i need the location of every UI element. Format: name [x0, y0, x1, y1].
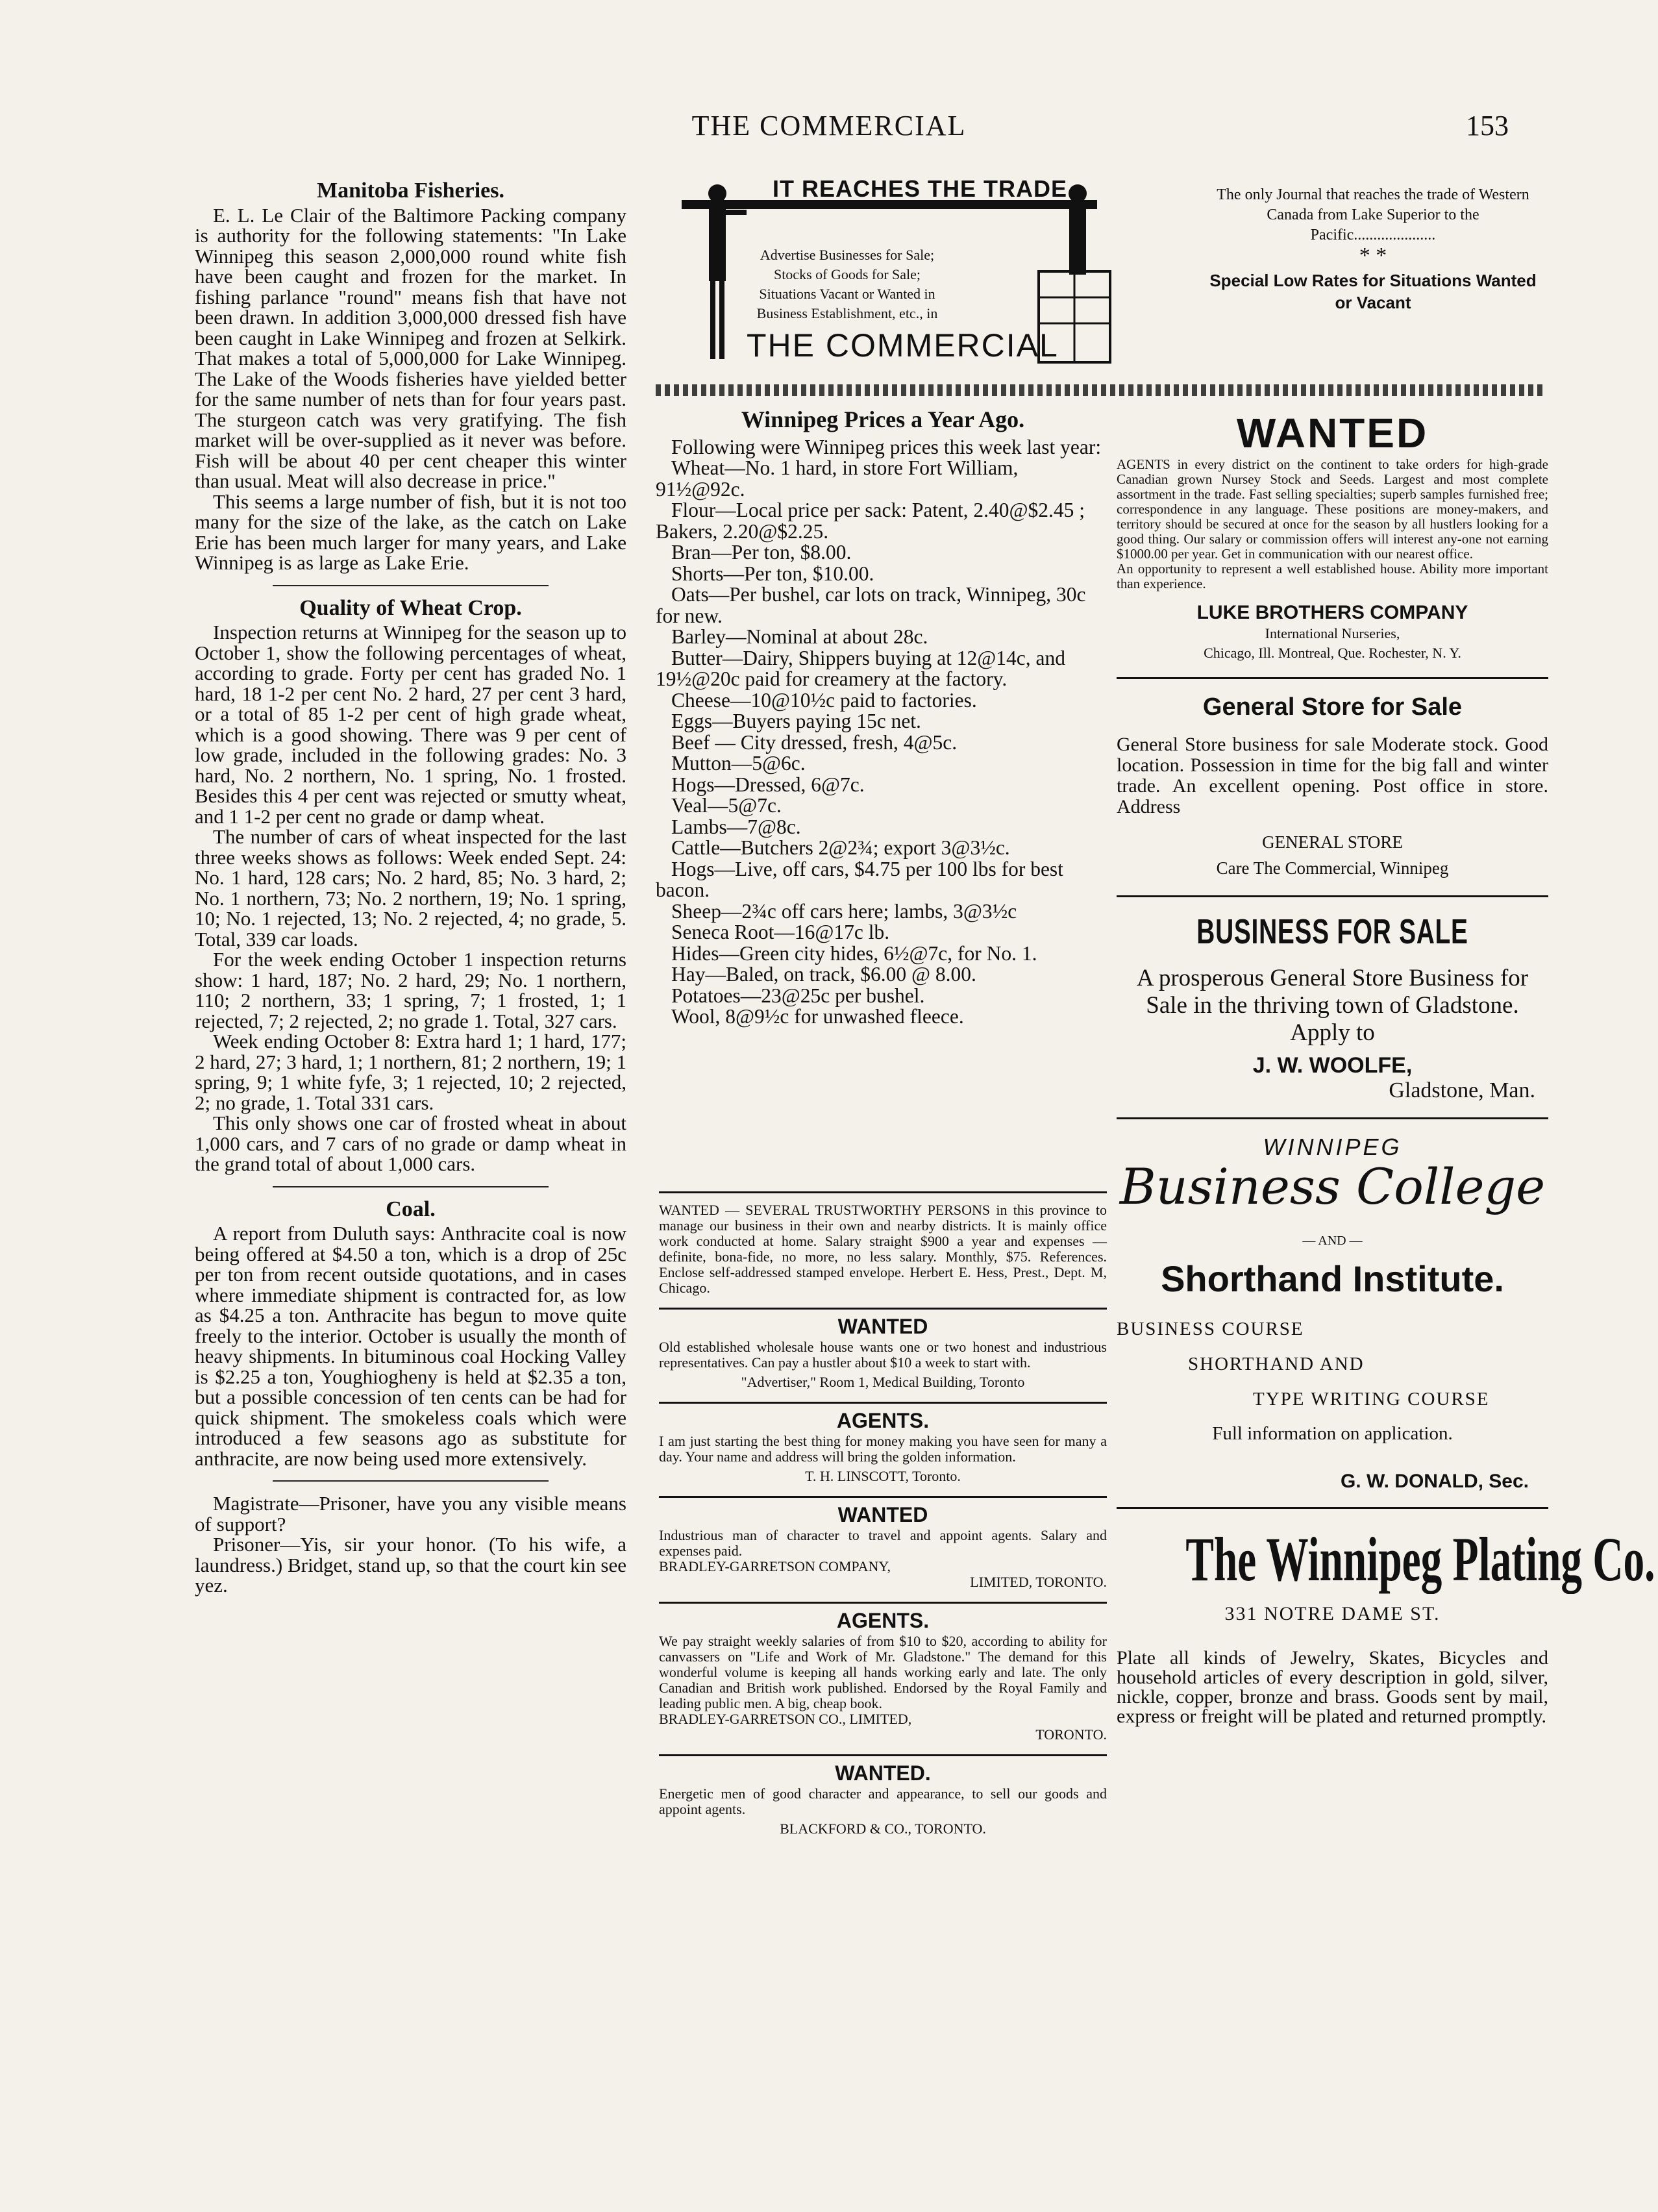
course-2: SHORTHAND AND [1188, 1354, 1365, 1374]
general-store-signature: GENERAL STORE [1262, 832, 1403, 852]
price-line: Wheat—No. 1 hard, in store Fort William, 91½@92c. [656, 456, 1019, 501]
ad-signature: "Advertiser," Room 1, Medical Building, Toronto [741, 1374, 1025, 1390]
donald-signature: G. W. DONALD, Sec. [1340, 1471, 1529, 1492]
agents-ad-body-2: An opportunity to represent a well established house. Ability more important than experience. [1117, 561, 1548, 591]
price-line: Bran—Per ton, $8.00. [671, 541, 852, 564]
general-store-address: Care The Commercial, Winnipeg [1216, 858, 1449, 878]
promo-side-text [1204, 185, 1542, 314]
fisheries-paragraph: This seems a large number of fish, but it is not too many for the size of the lake, as the catch on Lake Erie has been much larger for many years, and Lake Winnipeg is as large as Lake Erie. [195, 490, 626, 574]
ad-trustworthy [659, 1191, 1107, 1296]
price-line: Hay—Baled, on track, $6.00 @ 8.00. [671, 963, 976, 986]
ad-body: I am just starting the best thing for money making you have seen for many a day. Your name and address will bring the golden information. [659, 1433, 1107, 1465]
coal-title: Coal. [386, 1197, 436, 1221]
page-header-title: THE COMMERCIAL [691, 110, 967, 142]
price-line: Beef — City dressed, fresh, 4@5c. [671, 730, 958, 754]
promo-description: Advertise Businesses for Sale; Stocks of Goods for Sale; Situations Vacant or Wanted in Business Establishment, etc., in [756, 247, 938, 321]
ad-title: WANTED [837, 1503, 928, 1526]
woolfe-name: J. W. WOOLFE, [1252, 1053, 1413, 1078]
agents-ad-body: AGENTS in every district on the continent to take orders for high-grade Canadian grown Nursey Stock and Seeds. Largest and most complete assortment in the trade. Fast selling specialties; superb samples furnished free; correspondence in any language. These positions are money-makers, and territory should be secured at once for the season by all hustlers looking for a good thing. Our salary or commission offers will interest any-one not earning $1000.00 per year. Get in communication with our nearest office. [1117, 456, 1548, 562]
fisheries-title: Manitoba Fisheries. [317, 179, 504, 203]
wanted-headline: WANTED [1236, 410, 1429, 456]
joke-paragraph: Prisoner—Yis, sir your honor. (To his wife, a laundress.) Bridget, stand up, so that the court kin see yez. [195, 1533, 626, 1597]
price-line: Seneca Root—16@17c lb. [671, 921, 890, 943]
divider [273, 1186, 549, 1187]
divider [273, 1480, 549, 1482]
prices-column [656, 406, 1110, 1028]
price-line: Shorts—Per ton, $10.00. [671, 562, 874, 585]
ad-signature: BRADLEY-GARRETSON COMPANY, [659, 1558, 891, 1574]
general-store-title: General Store for Sale [1202, 693, 1463, 721]
luke-brothers-name: LUKE BROTHERS COMPANY [1196, 602, 1468, 623]
ad-signature: BLACKFORD & CO., TORONTO. [780, 1821, 986, 1837]
price-line: Veal—5@7c. [671, 794, 782, 817]
left-column [195, 175, 626, 1596]
ad-body: We pay straight weekly salaries of from $10 to $20, according to ability for canvassers on "Life and Work of Mr. Gladstone." The demand for this wonderful volume is keeping all hands working early and late. The only Canadian and British work published. Endorsed by the Royal Family and leading public men. A big, cheap book. [659, 1633, 1107, 1711]
wheat-paragraph: Inspection returns at Winnipeg for the season up to October 1, show the following percentages of wheat, according to grade. Forty per cent has graded No. 1 hard, 18 1-2 per cent No. 2 hard, 27 per cent 3 hard, or a total of 85 1-2 per cent of high grade wheat, which is a good showing. There was 9 per cent of low grade, included in the following grades: No. 3 hard, No. 2 northern, No. 1 spring, No. 1 frosted. Besides this 4 per cent was rejected or smutty wheat, and 1 1-2 per cent no grade or damp wheat. [195, 621, 626, 828]
right-column [1117, 409, 1655, 1727]
promo-reach-text: The only Journal that reaches the trade of Western Canada from Lake Superior to the Pacific..................... [1217, 186, 1529, 243]
college-logo-script: Business College [1119, 1158, 1546, 1215]
ad-body: Energetic men of good character and appearance, to sell our goods and appoint agents. [659, 1785, 1107, 1817]
price-line: Potatoes—23@25c per bushel. [671, 984, 925, 1007]
middle-ads [659, 1191, 1107, 1848]
price-line: Cattle—Butchers 2@2¾; export 3@3½c. [671, 836, 1010, 859]
ad-signature: T. H. LINSCOTT, Toronto. [805, 1468, 961, 1484]
divider [1117, 677, 1548, 679]
ad-body: Industrious man of character to travel and appoint agents. Salary and expenses paid. [659, 1527, 1107, 1559]
business-for-sale-body: A prosperous General Store Business for Sale in the thriving town of Gladstone. Apply to [1136, 965, 1529, 1046]
price-line: Barley—Nominal at about 28c. [671, 625, 928, 648]
wheat-title: Quality of Wheat Crop. [299, 595, 522, 620]
ad-signature: LIMITED, TORONTO. [970, 1574, 1107, 1590]
price-line: Wool, 8@9½c for unwashed fleece. [671, 1005, 964, 1028]
plating-body: Plate all kinds of Jewelry, Skates, Bicycles and household articles of every description in gold, silver, nickle, copper, bronze and brass. Goods sent by mail, express or freight will be plated and returned promptly. [1117, 1647, 1548, 1727]
woolfe-location: Gladstone, Man. [1389, 1078, 1535, 1102]
promo-banner-text: IT REACHES THE TRADE [773, 175, 1068, 202]
ad-agents-2 [659, 1602, 1107, 1743]
ad-body: Old established wholesale house wants one or two honest and industrious representatives. Can pay a hustler about $10 a week to start with. [659, 1339, 1107, 1371]
winnipeg-business-college-logo [1117, 1134, 1548, 1224]
ad-title: WANTED. [835, 1761, 931, 1785]
wheat-paragraph: Week ending October 8: Extra hard 1; 1 hard, 177; 2 hard, 27; 3 hard, 1; 1 northern, 81; 2 northern, 19; 1 spring, 9; 1 white fyfe, 3; 1 rejected, 10; 2 rejected, 2; no grade, 1. Total 331 cars. [195, 1030, 626, 1114]
luke-sub: International Nurseries, [1265, 625, 1400, 641]
plating-title: The Winnipeg Plating Co. [1185, 1524, 1655, 1594]
shorthand-institute: Shorthand Institute. [1161, 1258, 1504, 1299]
ad-wanted-1 [659, 1308, 1107, 1390]
fisheries-paragraph: E. L. Le Clair of the Baltimore Packing company is authority for the following statements: "In Lake Winnipeg this season 2,000,000 round white fish have been caught and frozen for the market. In fishing parlance "round" means fish that have not been drawn. In addition 3,000,000 dressed fish have been caught in Lake Winnipeg and frozen at Selkirk. That makes a total of 5,000,000 for Lake Winnipeg. The Lake of the Woods fisheries have yielded better for the same number of nets than for four years past. The sturgeon catch was very gratifying. The fish market will be over-supplied as it never was before. Fish will be about 40 per cent cheaper this winter than usual. Meat will also decrease in price." [195, 203, 626, 492]
commercial-promo-banner [656, 174, 1123, 388]
course-1: BUSINESS COURSE [1117, 1319, 1304, 1339]
ad-title: AGENTS. [836, 1609, 930, 1632]
course-3: TYPE WRITING COURSE [1253, 1389, 1490, 1410]
divider [1117, 895, 1548, 897]
price-line: Flour—Local price per sack: Patent, 2.40@$2.45 ; Bakers, 2.20@$2.25. [656, 499, 1085, 543]
wheat-paragraph: The number of cars of wheat inspected for the last three weeks shows as follows: Week ended Sept. 24: No. 1 hard, 128 cars; No. 2 hard, 85; No. 3 hard, 2; No. 1 northern, 73; No. 2 northern, 19; No. 1 spring, 10; No. 1 rejected, 13; No. 2 rejected, 4; no grade, 5. Total, 339 car loads. [195, 825, 626, 951]
promo-paper-name: THE COMMERCIAL [747, 327, 1059, 364]
ad-signature: BRADLEY-GARRETSON CO., LIMITED, [659, 1711, 912, 1727]
price-line: Following were Winnipeg prices this week last year: [671, 435, 1102, 458]
price-line: Butter—Dairy, Shippers buying at 12@14c, and 19½@20c paid for creamery at the factory. [656, 646, 1065, 690]
college-logo-top: WINNIPEG [1263, 1134, 1402, 1160]
ad-agents-1 [659, 1402, 1107, 1484]
price-line: Sheep—2¾c off cars here; lambs, 3@3½c [671, 899, 1017, 923]
coal-paragraph: A report from Duluth says: Anthracite coal is now being offered at $4.50 a ton, which is a drop of 25c per ton from recent outside quotations, and in cases where immediate shipment is contracted for, as low as $4.25 a ton. Anthracite has begun to move quite freely to the interior. October is usually the month of heavy shipments. In bituminous coal Hocking Valley is $2.25 a ton, Youghiogheny is held at $2.35 a ton, but a possible concession of ten cents can be had for quick shipment. The smokeless coals which were introduced a few seasons ago as substitute for anthracite, are now being used more extensively. [195, 1222, 626, 1470]
wheat-paragraph: This only shows one car of frosted wheat in about 1,000 cars, and 7 cars of no grade or damp wheat in the grand total of about 1,000 cars. [195, 1112, 626, 1175]
ad-wanted-3 [659, 1754, 1107, 1837]
luke-locations: Chicago, Ill. Montreal, Que. Rochester, N. Y. [1204, 645, 1461, 661]
ad-body: WANTED — SEVERAL TRUSTWORTHY PERSONS in this province to manage our business in their own and nearby districts. It is mainly office work conducted at home. Salary straight $900 a year and expenses — definite, bona-fide, no more, no less salary. Monthly, $75. References. Enclose self-addressed stamped envelope. Herbert E. Hess, Prest., Dept. M, Chicago. [659, 1202, 1107, 1296]
divider [1117, 1117, 1548, 1119]
business-for-sale-title: BUSINESS FOR SALE [1196, 912, 1468, 951]
ad-signature: TORONTO. [1035, 1726, 1107, 1743]
divider [1117, 1507, 1548, 1509]
price-line: Oats—Per bushel, car lots on track, Winnipeg, 30c for new. [656, 583, 1086, 627]
ad-wanted-2 [659, 1496, 1107, 1590]
joke-paragraph: Magistrate—Prisoner, have you any visible means of support? [195, 1492, 626, 1535]
price-line: Cheese—10@10½c paid to factories. [671, 688, 977, 712]
price-line: Hides—Green city hides, 6½@7c, for No. 1. [671, 941, 1037, 965]
price-list [656, 437, 1110, 1028]
price-line: Mutton—5@6c. [671, 752, 806, 775]
price-line: Lambs—7@8c. [671, 815, 801, 838]
divider [273, 585, 549, 586]
price-line: Hogs—Dressed, 6@7c. [671, 773, 865, 796]
price-line: Hogs—Live, off cars, $4.75 per 100 lbs for best bacon. [656, 857, 1063, 901]
ad-title: AGENTS. [836, 1409, 930, 1432]
full-info: Full information on application. [1212, 1423, 1453, 1444]
general-store-body: General Store business for sale Moderate stock. Good location. Possession in time for the big fall and winter trade. An excellent opening. Post office in store. Address [1117, 734, 1548, 817]
promo-stars: * * [1359, 243, 1387, 267]
wheat-paragraph: For the week ending October 1 inspection returns show: 1 hard, 187; No. 2 hard, 29; No. 1 northern, 110; 2 northern, 33; 1 spring, 7; 1 frosted, 1; 1 rejected, 7; 2 rejected, 2; no grade 1. Total, 327 cars. [195, 948, 626, 1032]
prices-title: Winnipeg Prices a Year Ago. [741, 406, 1025, 432]
plating-address: 331 NOTRE DAME ST. [1224, 1603, 1441, 1624]
promo-special-rates: Special Low Rates for Situations Wanted or Vacant [1209, 271, 1537, 312]
and-separator: — AND — [1302, 1234, 1363, 1248]
decorative-border [656, 384, 1545, 396]
price-line: Eggs—Buyers paying 15c net. [671, 710, 921, 732]
ad-title: WANTED [837, 1315, 928, 1338]
page-number: 153 [1466, 110, 1509, 142]
